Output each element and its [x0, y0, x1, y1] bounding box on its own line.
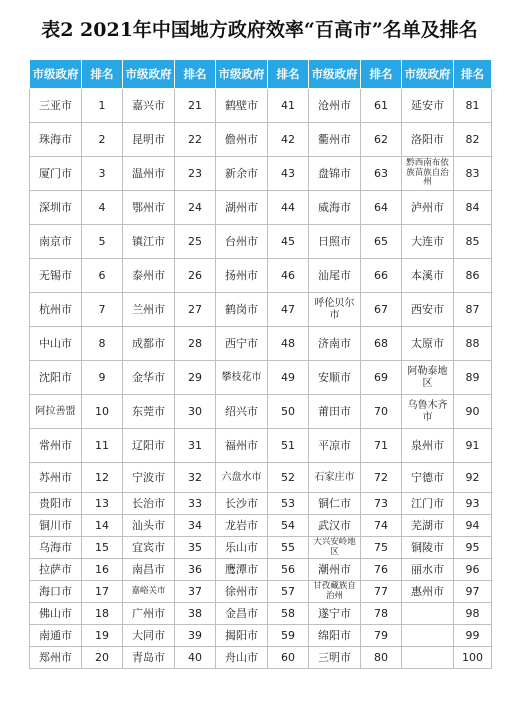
rank-cell: 15: [82, 537, 123, 559]
table-row: [30, 581, 492, 603]
rank-cell: 65: [361, 225, 402, 259]
city-cell: [402, 647, 454, 669]
rank-cell: 1: [82, 89, 123, 123]
city-cell: 宁波市: [123, 463, 175, 493]
rank-cell: 38: [175, 603, 216, 625]
page-title: 表2 2021年中国地方政府效率“百高市”名单及排名: [41, 18, 478, 41]
city-cell: 潮州市: [309, 559, 361, 581]
city-cell: 嘉兴市: [123, 89, 175, 123]
city-cell: 常州市: [30, 429, 82, 463]
rank-cell: 26: [175, 259, 216, 293]
rank-cell: 13: [82, 493, 123, 515]
rank-cell: 62: [361, 123, 402, 157]
city-cell: 镇江市: [123, 225, 175, 259]
city-cell: 佛山市: [30, 603, 82, 625]
city-cell: 盘锦市: [309, 157, 361, 191]
rank-cell: 41: [268, 89, 309, 123]
rank-cell: 42: [268, 123, 309, 157]
rank-cell: 100: [454, 647, 492, 669]
rank-cell: 89: [454, 361, 492, 395]
city-cell: 鄂州市: [123, 191, 175, 225]
rank-cell: 59: [268, 625, 309, 647]
rank-cell: 54: [268, 515, 309, 537]
rank-cell: 74: [361, 515, 402, 537]
rank-cell: 28: [175, 327, 216, 361]
rank-cell: 14: [82, 515, 123, 537]
table-row: [30, 225, 492, 259]
table-row: [30, 89, 492, 123]
city-cell: 长沙市: [216, 493, 268, 515]
city-cell: 江门市: [402, 493, 454, 515]
city-cell: 铜川市: [30, 515, 82, 537]
city-cell: 温州市: [123, 157, 175, 191]
rank-cell: 55: [268, 537, 309, 559]
city-cell: 昆明市: [123, 123, 175, 157]
city-cell: 威海市: [309, 191, 361, 225]
rank-cell: 79: [361, 625, 402, 647]
city-cell: 六盘水市: [216, 463, 268, 493]
city-cell: 铜陵市: [402, 537, 454, 559]
column-header-rank: 排名: [268, 60, 309, 89]
city-cell: 成都市: [123, 327, 175, 361]
rank-cell: 85: [454, 225, 492, 259]
city-cell: 宜宾市: [123, 537, 175, 559]
city-cell: 无锡市: [30, 259, 82, 293]
rank-cell: 52: [268, 463, 309, 493]
column-header-rank: 排名: [454, 60, 492, 89]
city-cell: 拉萨市: [30, 559, 82, 581]
table-row: [30, 493, 492, 515]
rank-cell: 94: [454, 515, 492, 537]
table-row: [30, 463, 492, 493]
rank-cell: 32: [175, 463, 216, 493]
city-cell: 深圳市: [30, 191, 82, 225]
table-row: [30, 429, 492, 463]
city-cell: 大同市: [123, 625, 175, 647]
rank-cell: 61: [361, 89, 402, 123]
table-row: [30, 625, 492, 647]
city-cell: 太原市: [402, 327, 454, 361]
table-row: [30, 603, 492, 625]
rank-cell: 30: [175, 395, 216, 429]
city-cell: 揭阳市: [216, 625, 268, 647]
city-cell: 南通市: [30, 625, 82, 647]
rank-cell: 97: [454, 581, 492, 603]
column-header-city: 市级政府: [309, 60, 361, 89]
city-cell: [402, 625, 454, 647]
city-cell: 铜仁市: [309, 493, 361, 515]
rank-cell: 72: [361, 463, 402, 493]
rank-cell: 76: [361, 559, 402, 581]
rank-cell: 73: [361, 493, 402, 515]
column-header-rank: 排名: [361, 60, 402, 89]
city-cell: 甘孜藏族自治州: [309, 581, 361, 603]
city-cell: 海口市: [30, 581, 82, 603]
rank-cell: 27: [175, 293, 216, 327]
table-row: [30, 259, 492, 293]
rank-cell: 9: [82, 361, 123, 395]
rank-cell: 87: [454, 293, 492, 327]
city-cell: 金昌市: [216, 603, 268, 625]
city-cell: 沈阳市: [30, 361, 82, 395]
rank-cell: 56: [268, 559, 309, 581]
city-cell: [402, 603, 454, 625]
city-cell: 苏州市: [30, 463, 82, 493]
table-row: [30, 559, 492, 581]
city-cell: 汕头市: [123, 515, 175, 537]
rank-cell: 18: [82, 603, 123, 625]
rank-cell: 3: [82, 157, 123, 191]
city-cell: 乌鲁木齐市: [402, 395, 454, 429]
city-cell: 黔西南布依族苗族自治州: [402, 157, 454, 191]
rank-cell: 45: [268, 225, 309, 259]
city-cell: 泉州市: [402, 429, 454, 463]
city-cell: 武汉市: [309, 515, 361, 537]
city-cell: 郑州市: [30, 647, 82, 669]
city-cell: 新余市: [216, 157, 268, 191]
rank-cell: 95: [454, 537, 492, 559]
city-cell: 攀枝花市: [216, 361, 268, 395]
city-cell: 舟山市: [216, 647, 268, 669]
city-cell: 大连市: [402, 225, 454, 259]
table-row: [30, 395, 492, 429]
rank-cell: 39: [175, 625, 216, 647]
city-cell: 湖州市: [216, 191, 268, 225]
table-row: [30, 647, 492, 669]
rank-cell: 80: [361, 647, 402, 669]
rank-cell: 82: [454, 123, 492, 157]
column-header-rank: 排名: [175, 60, 216, 89]
city-cell: 芜湖市: [402, 515, 454, 537]
rank-cell: 21: [175, 89, 216, 123]
table-row: [30, 515, 492, 537]
rank-cell: 47: [268, 293, 309, 327]
table-row: [30, 123, 492, 157]
column-header-city: 市级政府: [402, 60, 454, 89]
rank-cell: 90: [454, 395, 492, 429]
city-cell: 龙岩市: [216, 515, 268, 537]
city-cell: 广州市: [123, 603, 175, 625]
city-cell: 泰州市: [123, 259, 175, 293]
rank-cell: 5: [82, 225, 123, 259]
rank-cell: 86: [454, 259, 492, 293]
city-cell: 西安市: [402, 293, 454, 327]
rank-cell: 98: [454, 603, 492, 625]
rank-cell: 24: [175, 191, 216, 225]
rank-cell: 81: [454, 89, 492, 123]
rank-cell: 23: [175, 157, 216, 191]
table-row: [30, 537, 492, 559]
rank-cell: 70: [361, 395, 402, 429]
city-cell: 呼伦贝尔市: [309, 293, 361, 327]
city-cell: 鹤岗市: [216, 293, 268, 327]
rank-cell: 46: [268, 259, 309, 293]
rank-cell: 75: [361, 537, 402, 559]
rank-cell: 31: [175, 429, 216, 463]
rank-cell: 22: [175, 123, 216, 157]
city-cell: 汕尾市: [309, 259, 361, 293]
rank-cell: 50: [268, 395, 309, 429]
table-row: [30, 293, 492, 327]
table-row: [30, 191, 492, 225]
city-cell: 泸州市: [402, 191, 454, 225]
rank-cell: 33: [175, 493, 216, 515]
rank-cell: 2: [82, 123, 123, 157]
table-row: [30, 157, 492, 191]
rank-cell: 20: [82, 647, 123, 669]
rank-cell: 4: [82, 191, 123, 225]
city-cell: 金华市: [123, 361, 175, 395]
rank-cell: 63: [361, 157, 402, 191]
rank-cell: 66: [361, 259, 402, 293]
city-cell: 绵阳市: [309, 625, 361, 647]
city-cell: 石家庄市: [309, 463, 361, 493]
rank-cell: 35: [175, 537, 216, 559]
rank-cell: 83: [454, 157, 492, 191]
city-cell: 丽水市: [402, 559, 454, 581]
rank-cell: 16: [82, 559, 123, 581]
city-cell: 乌海市: [30, 537, 82, 559]
city-cell: 阿拉善盟: [30, 395, 82, 429]
rank-cell: 8: [82, 327, 123, 361]
city-cell: 中山市: [30, 327, 82, 361]
rank-cell: 11: [82, 429, 123, 463]
city-cell: 延安市: [402, 89, 454, 123]
city-cell: 青岛市: [123, 647, 175, 669]
rank-cell: 53: [268, 493, 309, 515]
rank-cell: 36: [175, 559, 216, 581]
rank-cell: 40: [175, 647, 216, 669]
rank-cell: 48: [268, 327, 309, 361]
table-row: [30, 327, 492, 361]
rank-cell: 93: [454, 493, 492, 515]
rank-cell: 78: [361, 603, 402, 625]
city-cell: 贵阳市: [30, 493, 82, 515]
rank-cell: 69: [361, 361, 402, 395]
city-cell: 鹤壁市: [216, 89, 268, 123]
city-cell: 三明市: [309, 647, 361, 669]
city-cell: 儋州市: [216, 123, 268, 157]
rank-cell: 43: [268, 157, 309, 191]
rank-cell: 49: [268, 361, 309, 395]
rank-cell: 12: [82, 463, 123, 493]
rank-cell: 25: [175, 225, 216, 259]
city-cell: 辽阳市: [123, 429, 175, 463]
city-cell: 平凉市: [309, 429, 361, 463]
rank-cell: 37: [175, 581, 216, 603]
rank-cell: 77: [361, 581, 402, 603]
city-cell: 东莞市: [123, 395, 175, 429]
city-cell: 兰州市: [123, 293, 175, 327]
city-cell: 台州市: [216, 225, 268, 259]
city-cell: 安顺市: [309, 361, 361, 395]
city-cell: 南京市: [30, 225, 82, 259]
city-cell: 福州市: [216, 429, 268, 463]
city-cell: 扬州市: [216, 259, 268, 293]
rank-cell: 57: [268, 581, 309, 603]
city-cell: 莆田市: [309, 395, 361, 429]
rank-cell: 10: [82, 395, 123, 429]
column-header-city: 市级政府: [30, 60, 82, 89]
city-cell: 衢州市: [309, 123, 361, 157]
column-header-rank: 排名: [82, 60, 123, 89]
city-cell: 惠州市: [402, 581, 454, 603]
city-cell: 济南市: [309, 327, 361, 361]
city-cell: 厦门市: [30, 157, 82, 191]
city-cell: 日照市: [309, 225, 361, 259]
city-cell: 阿勒泰地区: [402, 361, 454, 395]
city-cell: 宁德市: [402, 463, 454, 493]
rank-cell: 7: [82, 293, 123, 327]
city-cell: 徐州市: [216, 581, 268, 603]
rank-cell: 6: [82, 259, 123, 293]
rank-cell: 91: [454, 429, 492, 463]
rank-cell: 51: [268, 429, 309, 463]
table-header-row: [30, 60, 492, 89]
rank-cell: 71: [361, 429, 402, 463]
rank-cell: 84: [454, 191, 492, 225]
city-cell: 三亚市: [30, 89, 82, 123]
rank-cell: 60: [268, 647, 309, 669]
table-row: [30, 361, 492, 395]
rank-cell: 34: [175, 515, 216, 537]
city-cell: 本溪市: [402, 259, 454, 293]
ranking-table: [29, 59, 492, 669]
rank-cell: 17: [82, 581, 123, 603]
rank-cell: 19: [82, 625, 123, 647]
column-header-city: 市级政府: [123, 60, 175, 89]
city-cell: 长治市: [123, 493, 175, 515]
city-cell: 绍兴市: [216, 395, 268, 429]
city-cell: 嘉峪关市: [123, 581, 175, 603]
column-header-city: 市级政府: [216, 60, 268, 89]
city-cell: 大兴安岭地区: [309, 537, 361, 559]
rank-cell: 68: [361, 327, 402, 361]
city-cell: 西宁市: [216, 327, 268, 361]
city-cell: 遂宁市: [309, 603, 361, 625]
rank-cell: 88: [454, 327, 492, 361]
rank-cell: 99: [454, 625, 492, 647]
rank-cell: 44: [268, 191, 309, 225]
city-cell: 洛阳市: [402, 123, 454, 157]
rank-cell: 64: [361, 191, 402, 225]
rank-cell: 29: [175, 361, 216, 395]
rank-cell: 96: [454, 559, 492, 581]
city-cell: 珠海市: [30, 123, 82, 157]
rank-cell: 92: [454, 463, 492, 493]
city-cell: 乐山市: [216, 537, 268, 559]
city-cell: 南昌市: [123, 559, 175, 581]
city-cell: 鹰潭市: [216, 559, 268, 581]
city-cell: 沧州市: [309, 89, 361, 123]
rank-cell: 58: [268, 603, 309, 625]
table-body: [30, 89, 492, 669]
city-cell: 杭州市: [30, 293, 82, 327]
rank-cell: 67: [361, 293, 402, 327]
